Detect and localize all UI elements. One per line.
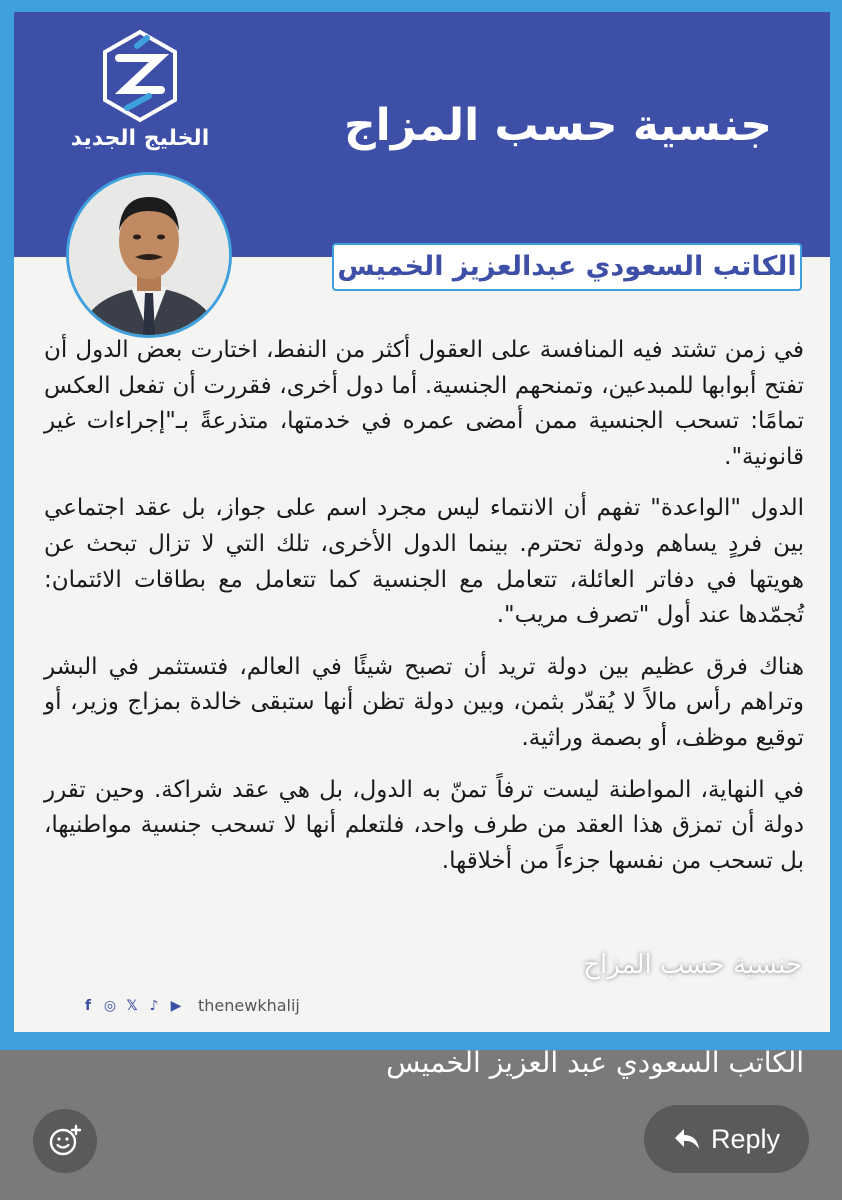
article-body [44, 333, 804, 895]
social-links [80, 996, 300, 1015]
page-title: جنسية حسب المزاج [343, 100, 772, 151]
article-paragraph: الدول "الواعدة" تفهم أن الانتماء ليس مجرد اسم على جواز، بل عقد اجتماعي بين فردٍ يساهم ودولة تحترم. بينما الدول الأخرى، تلك التي لا تزال تبحث عن هويتها في دفاتر العائلة، تتعامل مع الجنسية كما تتعامل مع بطاقات الائتمان: تُجمّدها عند أول "تصرف مريب". [44, 495, 804, 629]
author-banner: الكاتب السعودي عبدالعزيز الخميس [332, 243, 802, 291]
reply-arrow-icon [673, 1127, 701, 1151]
social-handle: thenewkhalij [198, 996, 300, 1015]
article-paragraph: في زمن تشتد فيه المنافسة على العقول أكثر من النفط، اختارت بعض الدول أن تفتح أبوابها للمبدعين، وتمنحهم الجنسية. أما دول أخرى، فقررت أن تفعل العكس تمامًا: تسحب الجنسية ممن أمضى عمره في خدمتها، متذرعةً بـ"إجراءات غير قانونية". [44, 337, 804, 470]
add-reaction-button[interactable] [33, 1109, 97, 1173]
brand-logo [70, 28, 210, 168]
overlay-caption-author: الكاتب السعودي عبد العزيز الخميس [386, 1046, 804, 1079]
logo-text: الخليج الجديد [70, 126, 210, 151]
youtube-icon: ▶ [170, 997, 182, 1014]
smiley-plus-icon [48, 1124, 82, 1158]
x-icon: 𝕏 [126, 997, 138, 1014]
reply-label: Reply [710, 1123, 781, 1154]
author-avatar [66, 172, 232, 338]
instagram-icon: ◎ [103, 997, 117, 1014]
reply-button[interactable] [644, 1105, 809, 1173]
overlay-caption-title: جنسية حسب المزاج [583, 950, 802, 980]
article-paragraph: في النهاية، المواطنة ليست ترفاً تمنّ به الدول، بل هي عقد شراكة. وحين تقرر دولة أن تمزق هذا العقد من طرف واحد، فلتعلم أنها لا تسحب جنسية مواطنيها، بل تسحب من نفسها جزءاً من أخلاقها. [44, 776, 804, 874]
article-paragraph: هناك فرق عظيم بين دولة تريد أن تصبح شيئًا في العالم، فتستثمر في البشر وتراهم رأس مالاً لا يُقدّر بثمن، وبين دولة تظن أنها ستبقى خالدة بمزاج وزير، أو توقيع موظف، أو بصمة وراثية. [44, 653, 804, 751]
tiktok-icon: ♪ [149, 997, 159, 1014]
facebook-icon: f [84, 997, 92, 1014]
author-portrait-icon [69, 175, 229, 335]
logo-mark-icon [97, 28, 183, 124]
